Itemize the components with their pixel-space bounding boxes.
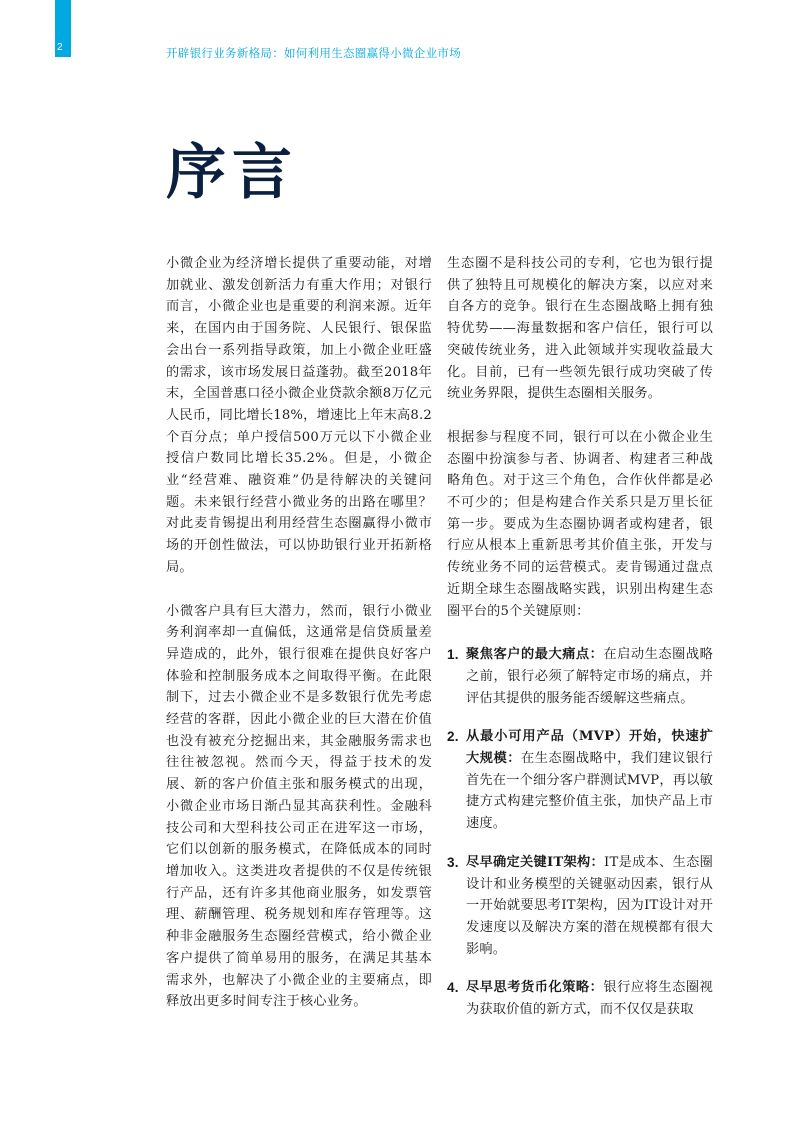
principle-body: IT是成本、生态圈设计和业务模型的关键驱动因素，银行从一开始就要思考IT架构，因为IT设计对开发速度以及解决方案的潜在规模都有很大影响。 <box>466 854 713 957</box>
principle-number: 3. <box>447 854 459 870</box>
principle-title: 尽早思考货币化策略： <box>466 980 604 996</box>
principle-title: 尽早确定关键IT架构： <box>466 854 605 870</box>
principle-item <box>447 977 713 1020</box>
right-column <box>447 253 713 1038</box>
left-column <box>166 253 432 1035</box>
page-number: 2 <box>57 42 63 53</box>
principle-item <box>447 852 713 961</box>
paragraph: 根据参与程度不同，银行可以在小微企业生态圈中扮演参与者、协调者、构建者三种战略角色。对于这三个角色，合作伙伴都是必不可少的；但是构建合作关系只是万里长征第一步。要成为生态圈协调者或构建者，银行应从根本上重新思考其价值主张，开发与传统业务不同的运营模式。麦肯锡通过盘点近期全球生态圈战略实践，识别出构建生态圈平台的5个关键原则： <box>447 429 713 619</box>
principle-title: 聚焦客户的最大痛点： <box>466 647 604 663</box>
paragraph: 小微客户具有巨大潜力，然而，银行小微业务利润率却一直偏低，这通常是信贷质量差异造成的，此外，银行很难在提供良好客户体验和控制服务成本之间取得平衡。在此限制下，过去小微企业不是多数银行优先考虑经营的客群，因此小微企业的巨大潜在价值也没有被充分挖掘出来，其金融服务需求也往往被忽视。然而今天，得益于技术的发展、新的客户价值主张和服务模式的出现，小微企业市场日渐凸显其高获利性。金融科技公司和大型科技公司正在进军这一市场，它们以创新的服务模式，在降低成本的同时增加收入。这类进攻者提供的不仅是传统银行产品，还有许多其他商业服务，如发票管理、薪酬管理、税务规划和库存管理等。这种非金融服务生态圈经营模式，给小微企业客户提供了简单易用的服务，在满足其基本需求外，也解决了小微企业的主要痛点，即释放出更多时间专注于核心业务。 <box>166 603 432 1010</box>
principle-number: 4. <box>447 980 459 996</box>
principle-body: 银行应将生态圈视为获取价值的新方式，而不仅仅是获取 <box>466 980 713 1018</box>
principle-item <box>447 644 713 709</box>
principle-title: 从最小可用产品（MVP）开始，快速扩大规模： <box>466 729 713 767</box>
principle-item <box>447 726 713 835</box>
principle-number: 2. <box>447 729 459 745</box>
paragraph: 小微企业为经济增长提供了重要动能，对增加就业、激发创新活力有重大作用；对银行而言，小微企业也是重要的利润来源。近年来，在国内由于国务院、人民银行、银保监会出台一系列指导政策，加上小微企业旺盛的需求，该市场发展日益蓬勃。截至2018年末，全国普惠口径小微企业贷款余额8万亿元人民币，同比增长18%，增速比上年末高8.2个百分点；单户授信500万元以下小微企业授信户数同比增长35.2%。但是，小微企业“经营难、融资难”仍是待解决的关键问题。未来银行经营小微业务的出路在哪里？对此麦肯锡提出利用经营生态圈赢得小微市场的开创性做法，可以协助银行业开拓新格局。 <box>166 256 432 575</box>
principle-body: 在启动生态圈战略之前，银行必须了解特定市场的痛点，并评估其提供的服务能否缓解这些痛点。 <box>466 647 713 706</box>
principles-list <box>447 644 713 1021</box>
paragraph: 生态圈不是科技公司的专利，它也为银行提供了独特且可规模化的解决方案，以应对来自各方的竞争。银行在生态圈战略上拥有独特优势——海量数据和客户信任，银行可以突破传统业务，进入此领域并实现收益最大化。目前，已有一些领先银行成功突破了传统业务界限，提供生态圈相关服务。 <box>447 256 713 402</box>
page-title: 序言 <box>166 138 298 208</box>
principle-body: 在生态圈战略中，我们建议银行首先在一个细分客户群测试MVP，再以敏捷方式构建完整价值主张，加快产品上市速度。 <box>466 751 713 832</box>
running-header: 开辟银行业务新格局：如何利用生态圈赢得小微企业市场 <box>166 46 461 60</box>
principle-number: 1. <box>447 647 459 663</box>
